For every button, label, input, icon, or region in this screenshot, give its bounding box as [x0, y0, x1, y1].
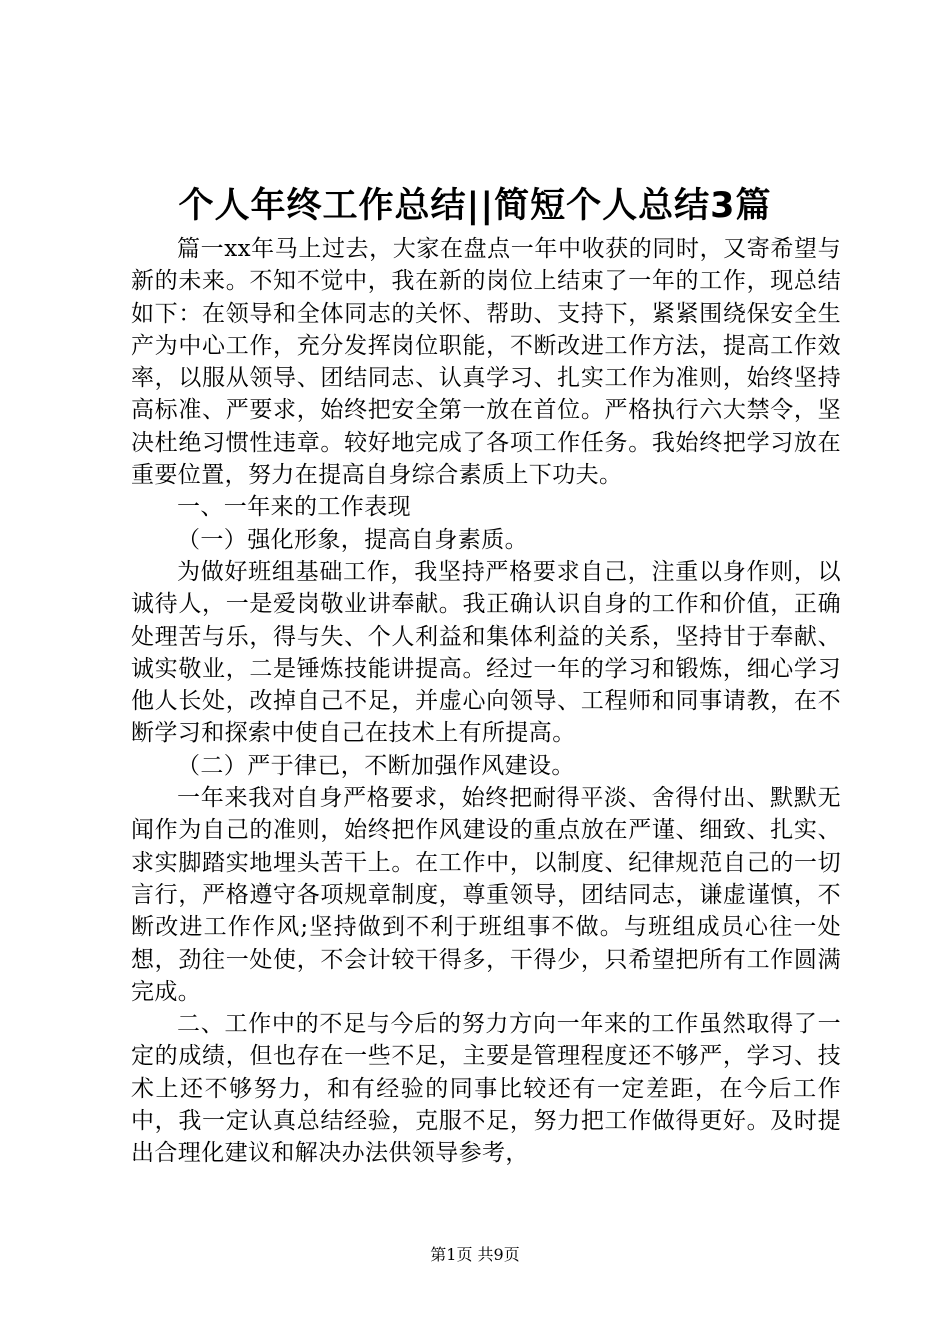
paragraph-1: 为做好班组基础工作，我坚持严格要求自己，注重以身作则，以诚待人，一是爱岗敬业讲奉献。我正确认识自身的工作和价值，正确处理苦与乐，得与失、个人利益和集体利益的关系，坚持甘于奉献、诚实敬业，二是锤炼技能讲提高。经过一年的学习和锻炼，细心学习他人长处，改掉自己不足，并虚心向领导、工程师和同事请教，在不断学习和探索中使自己在技术上有所提高。	[131, 558, 841, 747]
subsection-heading-2: （二）严于律已，不断加强作风建设。	[177, 752, 575, 779]
paragraph-3: 二、工作中的不足与今后的努力方向一年来的工作虽然取得了一定的成绩，但也存在一些不足，主要是管理程度还不够严，学习、技术上还不够努力，和有经验的同事比较还有一定差距，在今后工作中，我一定认真总结经验，克服不足，努力把工作做得更好。及时提出合理化建议和解决办法供领导参考，	[131, 1011, 841, 1167]
paragraph-2: 一年来我对自身严格要求，始终把耐得平淡、舍得付出、默默无闻作为自己的准则，始终把作风建设的重点放在严谨、细致、扎实、求实脚踏实地埋头苦干上。在工作中，以制度、纪律规范自己的一切言行，严格遵守各项规章制度，尊重领导，团结同志，谦虚谨慎，不断改进工作作风;坚持做到不利于班组事不做。与班组成员心往一处想，劲往一处使，不会计较干得多，干得少，只希望把所有工作圆满完成。	[131, 785, 841, 1005]
document-body	[131, 233, 841, 1170]
page-number-footer: 第1页 共9页	[430, 1245, 520, 1264]
paragraph-intro: 篇一xx年马上过去，大家在盘点一年中收获的同时，又寄希望与新的未来。不知不觉中，我在新的岗位上结束了一年的工作，现总结如下：在领导和全体同志的关怀、帮助、支持下，紧紧围绕保安全生产为中心工作，充分发挥岗位职能，不断改进工作方法，提高工作效率，以服从领导、团结同志、认真学习、扎实工作为准则，始终坚持高标准、严要求，始终把安全第一放在首位。严格执行六大禁令，坚决杜绝习惯性违章。较好地完成了各项工作任务。我始终把学习放在重要位置，努力在提高自身综合素质上下功夫。	[131, 236, 841, 489]
document-title: 个人年终工作总结||简短个人总结3篇	[178, 186, 772, 226]
section-heading-1: 一、一年来的工作表现	[177, 494, 411, 521]
subsection-heading-1: （一）强化形象，提高自身素质。	[177, 526, 528, 553]
